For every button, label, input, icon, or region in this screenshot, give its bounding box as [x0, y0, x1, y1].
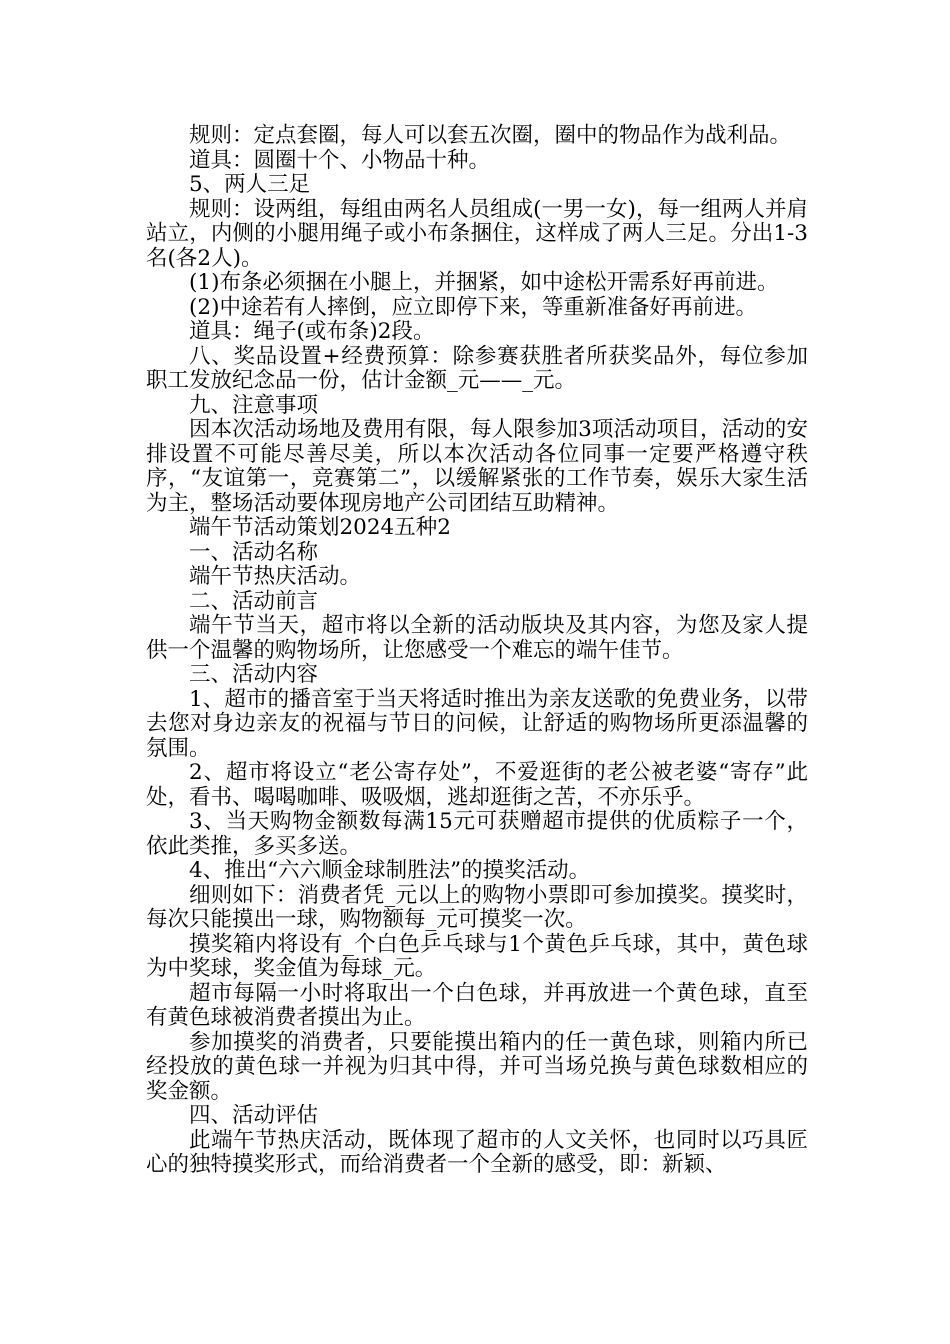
paragraph: 此端午节热庆活动，既体现了超市的人文关怀，也同时以巧具匠心的独特摸奖形式，而给消费者一个全新的感受，即：新颖、 — [146, 1127, 808, 1177]
paragraph: 端午节当天，超市将以全新的活动版块及其内容，为您及家人提供一个温馨的购物场所，让您感受一个难忘的端午佳节。 — [146, 613, 808, 663]
document-title: 端午节活动策划2024五种2 — [189, 515, 451, 540]
paragraph: 细则如下：消费者凭_元以上的购物小票即可参加摸奖。摸奖时，每次只能摸出一球，购物额每_元可摸奖一次。 — [146, 882, 808, 932]
paragraph: 因本次活动场地及费用有限，每人限参加3项活动项目，活动的安排设置不可能尽善尽美，所以本次活动各位同事一定要严格遵守秩序，“友谊第一，竞赛第二”，以缓解紧张的工作节奏，娱乐大家生活为主，整场活动要体现房地产公司团结互助精神。 — [146, 417, 808, 516]
paragraph: 八、奖品设置+经费预算：除参赛获胜者所获奖品外，每位参加职工发放纪念品一份，估计金额_元——_元。 — [146, 343, 808, 393]
paragraph: 规则：设两组，每组由两名人员组成(一男一女)，每一组两人并肩站立，内侧的小腿用绳子或小布条捆住，这样成了两人三足。分出1-3名(各2人)。 — [146, 196, 808, 271]
paragraph: 1、超市的播音室于当天将适时推出为亲友送歌的免费业务，以带去您对身边亲友的祝福与节日的问候，让舒适的购物场所更添温馨的氛围。 — [146, 686, 808, 761]
paragraph: 道具：绳子(或布条)2段。 — [189, 319, 435, 344]
paragraph: 2、超市将设立“老公寄存处”，不爱逛街的老公被老婆“寄存”此处，看书、喝喝咖啡、吸吸烟，逃却逛街之苦，不亦乐乎。 — [146, 760, 808, 810]
paragraph: 参加摸奖的消费者，只要能摸出箱内的任一黄色球，则箱内所已经投放的黄色球一并视为归其中得，并可当场兑换与黄色球数相应的奖金额。 — [146, 1029, 808, 1104]
paragraph: 道具：圆圈十个、小物品十种。 — [189, 147, 491, 173]
paragraph: 规则：定点套圈，每人可以套五次圈，圈中的物品作为战利品。 — [189, 123, 792, 148]
paragraph: 3、当天购物金额数每满15元可获赠超市提供的优质粽子一个，依此类推，多买多送。 — [146, 809, 808, 859]
section-heading: 二、活动前言 — [189, 588, 319, 614]
paragraph: 摸奖箱内将设有_个白色乒乓球与1个黄色乒乓球，其中，黄色球为中奖球，奖金值为每球_元。 — [146, 931, 808, 981]
document-body — [146, 124, 808, 1178]
paragraph: 4、推出“六六顺金球制胜法”的摸奖活动。 — [189, 858, 591, 883]
paragraph: 端午节热庆活动。 — [189, 564, 362, 589]
paragraph: 超市每隔一小时将取出一个白色球，并再放进一个黄色球，直至有黄色球被消费者摸出为止。 — [146, 980, 808, 1030]
section-heading: 三、活动内容 — [189, 662, 319, 687]
paragraph: (1)布条必须捆在小腿上，并捆紧，如中途松开需系好再前进。 — [189, 270, 779, 295]
section-heading: 一、活动名称 — [189, 539, 319, 565]
section-heading: 四、活动评估 — [189, 1103, 319, 1128]
section-heading: 5、两人三足 — [189, 172, 311, 197]
paragraph: (2)中途若有人摔倒，应立即停下来，等重新准备好再前进。 — [189, 294, 757, 320]
section-heading: 九、注意事项 — [189, 392, 319, 418]
